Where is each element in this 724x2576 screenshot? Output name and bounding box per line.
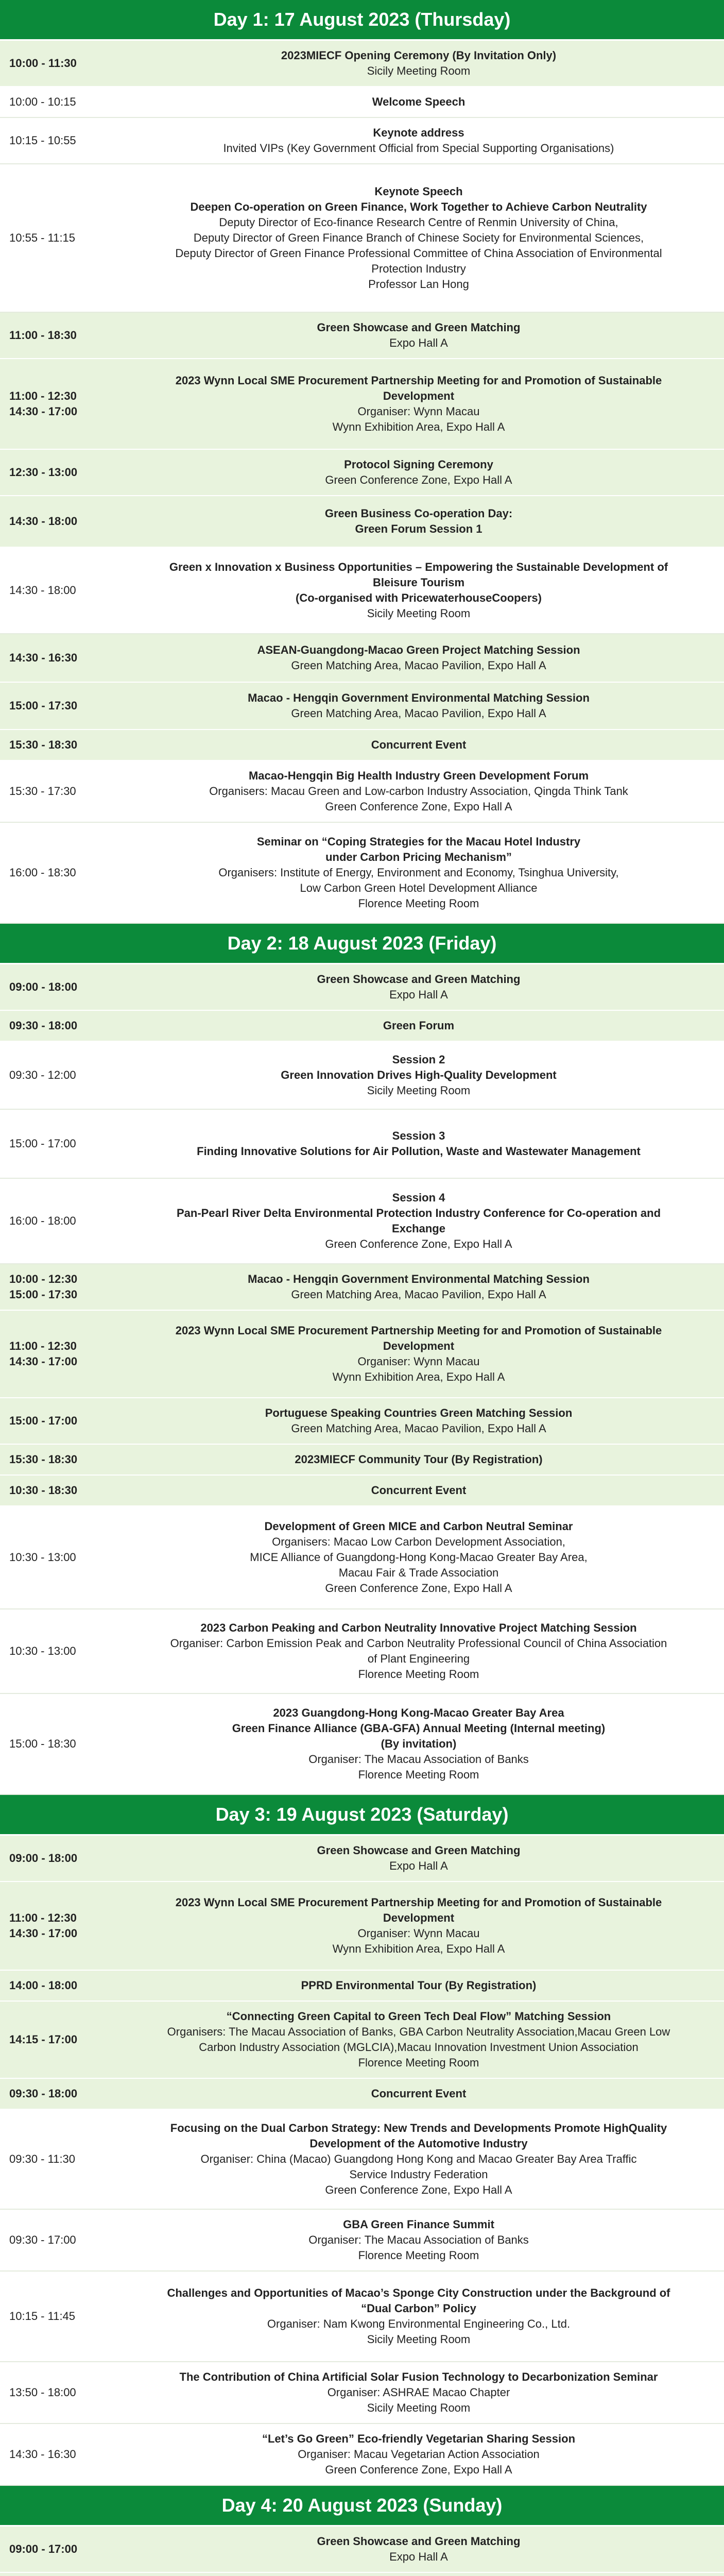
schedule-row [0,1398,724,1445]
event-content [118,1264,724,1310]
schedule-row [0,2573,724,2576]
schedule-row [0,496,724,548]
event-time [0,1506,118,1608]
event-content [118,1694,724,1794]
schedule-row [0,1042,724,1110]
schedule-row [0,2272,724,2362]
event-content [118,313,724,358]
schedule-row [0,2210,724,2272]
event-detail: Low Carbon Green Hotel Development Alliance [300,882,538,894]
schedule-row [0,761,724,823]
time-range: 10:15 - 11:45 [9,2310,76,2323]
time-range: 11:00 - 12:30 [9,389,77,402]
schedule-row [0,1694,724,1795]
event-detail: Organiser: Carbon Emission Peak and Carbon Neutrality Professional Council of China Association [170,1637,667,1650]
event-title: Development [383,1911,455,1924]
schedule-row [0,2110,724,2210]
event-time [0,1110,118,1178]
event-detail: Expo Hall A [389,1859,448,1872]
event-title: Macao-Hengqin Big Health Industry Green Development Forum [248,769,589,782]
day-header: Day 2: 18 August 2023 (Friday) [0,924,724,964]
event-title: (By invitation) [381,1737,457,1750]
event-detail: Organisers: The Macau Association of Banks, GBA Carbon Neutrality Association,Macau Green Low [167,2025,670,2038]
event-time [0,450,118,495]
event-title: Development of the Automotive Industry [309,2137,528,2150]
time-range: 09:00 - 18:00 [9,1852,78,1865]
time-range: 09:00 - 17:00 [9,2543,78,2555]
event-title: “Connecting Green Capital to Green Tech Deal Flow” Matching Session [226,2010,611,2023]
schedule-row [0,2424,724,2486]
event-title: 2023 Wynn Local SME Procurement Partnership Meeting for and Promotion of Sustainable [175,374,662,387]
event-title: Development of Green MICE and Carbon Neutral Seminar [264,1520,573,1533]
event-content [118,496,724,547]
event-title: PPRD Environmental Tour (By Registration) [301,1979,537,1992]
event-detail: Sicily Meeting Room [367,1084,471,1097]
event-content [118,1971,724,2001]
event-time [0,118,118,163]
event-title: 2023MIECF Community Tour (By Registration) [295,1453,543,1466]
time-range: 11:00 - 12:30 [9,1911,77,1924]
event-time [0,2079,118,2109]
time-range: 14:30 - 18:00 [9,584,76,597]
event-content [118,41,724,86]
event-content [118,1445,724,1475]
event-detail: Green Matching Area, Macao Pavilion, Expo Hall A [291,1288,546,1301]
event-title: Development [383,1340,455,1352]
event-time [0,964,118,1010]
time-range: 11:00 - 12:30 [9,1340,77,1352]
event-content [118,2110,724,2209]
time-range: 15:00 - 17:00 [9,1414,78,1427]
time-range: 14:15 - 17:00 [9,2033,78,2046]
event-content [118,2527,724,2572]
event-title: Session 2 [392,1053,445,1066]
event-content [118,1506,724,1608]
event-content [118,87,724,117]
schedule-row [0,1445,724,1476]
event-detail: Expo Hall A [389,988,448,1001]
event-detail: Invited VIPs (Key Government Official from Special Supporting Organisations) [223,142,614,155]
time-range: 10:00 - 10:15 [9,95,76,108]
schedule-row [0,1179,724,1264]
event-time [0,2110,118,2209]
time-range: 15:30 - 18:30 [9,1453,78,1466]
event-detail: Organiser: Nam Kwong Environmental Engineering Co., Ltd. [267,2317,571,2330]
event-time [0,87,118,117]
event-detail: Florence Meeting Room [358,1668,479,1681]
event-time [0,823,118,923]
event-content [118,823,724,923]
schedule-row [0,313,724,359]
time-range: 15:00 - 17:30 [9,699,78,712]
event-title: Session 4 [392,1191,445,1204]
event-detail: of Plant Engineering [367,1652,470,1665]
event-content [118,761,724,822]
event-time [0,1445,118,1475]
event-detail: Green Conference Zone, Expo Hall A [325,1238,512,1250]
time-range: 09:30 - 18:00 [9,2087,78,2100]
event-time [0,2210,118,2270]
time-range: 13:50 - 18:00 [9,2386,76,2399]
event-detail: Sicily Meeting Room [367,2333,471,2346]
event-content [118,1398,724,1444]
event-detail: MICE Alliance of Guangdong-Hong Kong-Macao Greater Bay Area, [250,1551,588,1564]
event-time [0,2573,118,2576]
time-range: 15:30 - 17:30 [9,785,76,798]
event-time [0,496,118,547]
schedule-row [0,1836,724,1882]
event-content [118,548,724,633]
event-title: Green x Innovation x Business Opportunities – Empowering the Sustainable Development of [169,561,668,573]
event-time [0,548,118,633]
schedule-row [0,1264,724,1311]
schedule-row [0,1110,724,1179]
event-content [118,683,724,729]
time-range: 16:00 - 18:00 [9,1214,76,1227]
event-title: Concurrent Event [371,1484,467,1497]
event-detail: Expo Hall A [389,2550,448,2563]
event-content [118,1476,724,1505]
time-range: 14:30 - 16:30 [9,651,78,664]
event-title: Green Showcase and Green Matching [317,2535,521,2548]
event-time [0,1179,118,1263]
event-detail: Green Matching Area, Macao Pavilion, Expo Hall A [291,707,546,720]
day-header: Day 3: 19 August 2023 (Saturday) [0,1795,724,1836]
event-title: Green Finance Alliance (GBA-GFA) Annual Meeting (Internal meeting) [232,1722,606,1735]
time-range: 15:00 - 17:30 [9,1288,78,1301]
event-detail: Organiser: China (Macao) Guangdong Hong Kong and Macao Greater Bay Area Traffic [200,2153,637,2165]
event-title: Challenges and Opportunities of Macao’s Sponge City Construction under the Background of [167,2286,670,2299]
time-range: 15:30 - 18:30 [9,738,78,751]
schedule-row [0,118,724,164]
schedule-row [0,359,724,450]
event-time [0,1398,118,1444]
time-range: 12:30 - 13:00 [9,466,78,479]
event-content [118,2362,724,2423]
event-detail: Sicily Meeting Room [367,2401,471,2414]
time-range: 09:30 - 17:00 [9,2233,76,2246]
schedule-row [0,548,724,634]
event-title: Portuguese Speaking Countries Green Matching Session [265,1406,573,1419]
event-time [0,2362,118,2423]
day-header: Day 1: 17 August 2023 (Thursday) [0,0,724,41]
event-detail: Wynn Exhibition Area, Expo Hall A [332,420,505,433]
event-time [0,730,118,760]
time-range: 10:55 - 11:15 [9,231,76,244]
event-detail: Wynn Exhibition Area, Expo Hall A [332,1942,505,1955]
time-range: 10:00 - 12:30 [9,1273,78,1285]
event-time [0,164,118,312]
event-title: Bleisure Tourism [372,576,465,589]
event-detail: Florence Meeting Room [358,897,479,910]
event-title: Welcome Speech [372,95,466,108]
event-title: 2023 Wynn Local SME Procurement Partnership Meeting for and Promotion of Sustainable [175,1324,662,1337]
time-range: 09:00 - 18:00 [9,980,78,993]
event-detail: Organisers: Macao Low Carbon Development Association, [272,1535,565,1548]
event-detail: Carbon Industry Association (MGLCIA),Macau Innovation Investment Union Association [199,2041,639,2054]
event-title: Deepen Co-operation on Green Finance, Work Together to Achieve Carbon Neutrality [190,200,647,213]
event-time [0,2272,118,2361]
schedule-row [0,2527,724,2573]
event-detail: Green Matching Area, Macao Pavilion, Expo Hall A [291,659,546,672]
event-time [0,1311,118,1397]
event-time [0,2527,118,2572]
time-range: 14:30 - 17:00 [9,1927,78,1940]
time-range: 14:30 - 17:00 [9,405,78,418]
time-range: 10:15 - 10:55 [9,134,76,147]
event-time [0,1882,118,1970]
schedule-row [0,730,724,761]
event-title: “Let’s Go Green” Eco-friendly Vegetarian Sharing Session [262,2432,576,2445]
event-detail: Florence Meeting Room [358,2056,479,2069]
event-detail: Green Conference Zone, Expo Hall A [325,800,512,813]
event-detail: Sicily Meeting Room [367,607,471,620]
event-detail: Service Industry Federation [349,2168,488,2181]
event-title: Development [383,389,455,402]
event-time [0,761,118,822]
event-content [118,118,724,163]
event-content [118,1882,724,1970]
event-time [0,1971,118,2001]
time-range: 14:30 - 16:30 [9,2448,76,2461]
schedule-row [0,634,724,683]
event-time [0,1836,118,1881]
event-detail: Green Conference Zone, Expo Hall A [325,473,512,486]
event-detail: Sicily Meeting Room [367,64,471,77]
event-detail: Organiser: Wynn Macau [357,1927,480,1940]
schedule-row [0,2002,724,2079]
event-content [118,730,724,760]
event-time [0,1042,118,1109]
event-content [118,450,724,495]
event-detail: Organiser: Macau Vegetarian Action Association [298,2448,540,2461]
time-range: 09:30 - 18:00 [9,1019,78,1032]
event-time [0,313,118,358]
event-title: 2023 Guangdong-Hong Kong-Macao Greater Bay Area [273,1706,564,1719]
event-title: Exchange [392,1222,445,1235]
event-detail: Green Conference Zone, Expo Hall A [325,1582,512,1595]
time-range: 14:30 - 18:00 [9,515,78,528]
event-detail: Deputy Director of Eco-finance Research Centre of Renmin University of China, [219,216,618,229]
event-detail: Protection Industry [371,262,466,275]
event-content [118,164,724,312]
event-content [118,2210,724,2270]
event-title: Seminar on “Coping Strategies for the Macau Hotel Industry [256,835,581,848]
schedule-row [0,1506,724,1609]
event-detail: Organiser: ASHRAE Macao Chapter [327,2386,510,2399]
event-title: Finding Innovative Solutions for Air Pollution, Waste and Wastewater Management [197,1145,641,1158]
schedule-row [0,41,724,87]
event-content [118,1609,724,1693]
event-time [0,2424,118,2485]
event-detail: Florence Meeting Room [358,1768,479,1781]
event-title: 2023 Wynn Local SME Procurement Partnership Meeting for and Promotion of Sustainable [175,1896,662,1909]
event-title: Green Showcase and Green Matching [317,1844,521,1857]
event-title: Green Innovation Drives High-Quality Development [281,1069,557,1081]
event-detail: Florence Meeting Room [358,2249,479,2262]
event-content [118,2573,724,2576]
schedule-row [0,1609,724,1694]
event-time [0,1264,118,1310]
time-range: 10:30 - 18:30 [9,1484,78,1497]
event-content [118,2424,724,2485]
schedule-row [0,1011,724,1042]
schedule-row [0,1476,724,1506]
event-time [0,1609,118,1693]
event-title: 2023MIECF Opening Ceremony (By Invitation Only) [281,49,557,62]
event-title: Concurrent Event [371,2087,467,2100]
event-detail: Macau Fair & Trade Association [338,1566,499,1579]
event-detail: Organiser: Wynn Macau [357,405,480,418]
event-content [118,964,724,1010]
event-detail: Green Conference Zone, Expo Hall A [325,2463,512,2476]
schedule-row [0,87,724,118]
event-time [0,634,118,682]
event-detail: Organisers: Macau Green and Low-carbon Industry Association, Qingda Think Tank [209,785,628,798]
event-detail: Organisers: Institute of Energy, Environment and Economy, Tsinghua University, [218,866,619,879]
time-range: 14:00 - 18:00 [9,1979,78,1992]
event-title: (Co-organised with PricewaterhouseCoopers) [296,591,542,604]
event-time [0,2002,118,2078]
schedule-row [0,1311,724,1398]
event-title: Green Showcase and Green Matching [317,321,521,334]
event-title: Macao - Hengqin Government Environmental Matching Session [248,691,590,704]
event-content [118,634,724,682]
event-detail: Deputy Director of Green Finance Branch of Chinese Society for Environmental Sciences, [193,231,644,244]
time-range: 10:30 - 13:00 [9,1551,76,1564]
event-content [118,1311,724,1397]
event-content [118,2002,724,2078]
event-title: Session 3 [392,1129,445,1142]
event-title: Green Forum [383,1019,455,1032]
event-title: Focusing on the Dual Carbon Strategy: New Trends and Developments Promote HighQuality [170,2122,667,2134]
event-title: Keynote address [373,126,464,139]
event-content [118,359,724,449]
event-title: 2023 Carbon Peaking and Carbon Neutrality Innovative Project Matching Session [200,1621,637,1634]
time-range: 10:30 - 13:00 [9,1645,76,1657]
event-title: Green Forum Session 1 [355,522,482,535]
event-detail: Deputy Director of Green Finance Professional Committee of China Association of Environmental [175,247,662,260]
event-title: Pan-Pearl River Delta Environmental Protection Industry Conference for Co-operation and [176,1207,661,1219]
event-title: Protocol Signing Ceremony [344,458,493,471]
event-detail: Organiser: Wynn Macau [357,1355,480,1368]
time-range: 15:00 - 18:30 [9,1737,76,1750]
event-title: Green Business Co-operation Day: [324,507,513,520]
schedule-row [0,1882,724,1971]
time-range: 16:00 - 18:30 [9,866,76,879]
event-content [118,2272,724,2361]
time-range: 09:30 - 12:00 [9,1069,76,1081]
schedule-row [0,1971,724,2002]
schedule-row [0,164,724,313]
event-time [0,683,118,729]
time-range: 14:30 - 17:00 [9,1355,78,1368]
event-title: under Carbon Pricing Mechanism” [325,851,512,863]
schedule-row [0,450,724,496]
time-range: 09:30 - 11:30 [9,2153,76,2165]
schedule-row [0,823,724,924]
event-content [118,1836,724,1881]
event-content [118,2079,724,2109]
time-range: 15:00 - 17:00 [9,1137,76,1150]
event-title: ASEAN-Guangdong-Macao Green Project Matching Session [257,643,580,656]
schedule-row [0,2362,724,2424]
event-time [0,1694,118,1794]
event-content [118,1110,724,1178]
time-range: 11:00 - 18:30 [9,329,77,342]
event-detail: Organiser: The Macau Association of Banks [308,2233,529,2246]
day-header: Day 4: 20 August 2023 (Sunday) [0,2486,724,2527]
event-title: Concurrent Event [371,738,467,751]
event-content [118,1042,724,1109]
time-range: 10:00 - 11:30 [9,57,77,70]
event-title: The Contribution of China Artificial Solar Fusion Technology to Decarbonization Seminar [179,2370,658,2383]
event-time [0,1011,118,1041]
schedule-row [0,2079,724,2110]
event-time [0,41,118,86]
event-title: GBA Green Finance Summit [343,2218,494,2231]
event-detail: Wynn Exhibition Area, Expo Hall A [332,1370,505,1383]
event-detail: Professor Lan Hong [368,278,469,291]
event-detail: Organiser: The Macau Association of Banks [308,1753,529,1766]
event-detail: Green Matching Area, Macao Pavilion, Expo Hall A [291,1422,546,1435]
event-title: Macao - Hengqin Government Environmental Matching Session [248,1273,590,1285]
event-title: Keynote Speech [374,185,463,198]
event-content [118,1011,724,1041]
event-detail: Expo Hall A [389,336,448,349]
schedule-row [0,964,724,1011]
event-time [0,359,118,449]
event-content [118,1179,724,1263]
event-title: “Dual Carbon” Policy [361,2302,476,2315]
event-time [0,1476,118,1505]
schedule-row [0,683,724,730]
event-title: Green Showcase and Green Matching [317,973,521,986]
event-detail: Green Conference Zone, Expo Hall A [325,2183,512,2196]
